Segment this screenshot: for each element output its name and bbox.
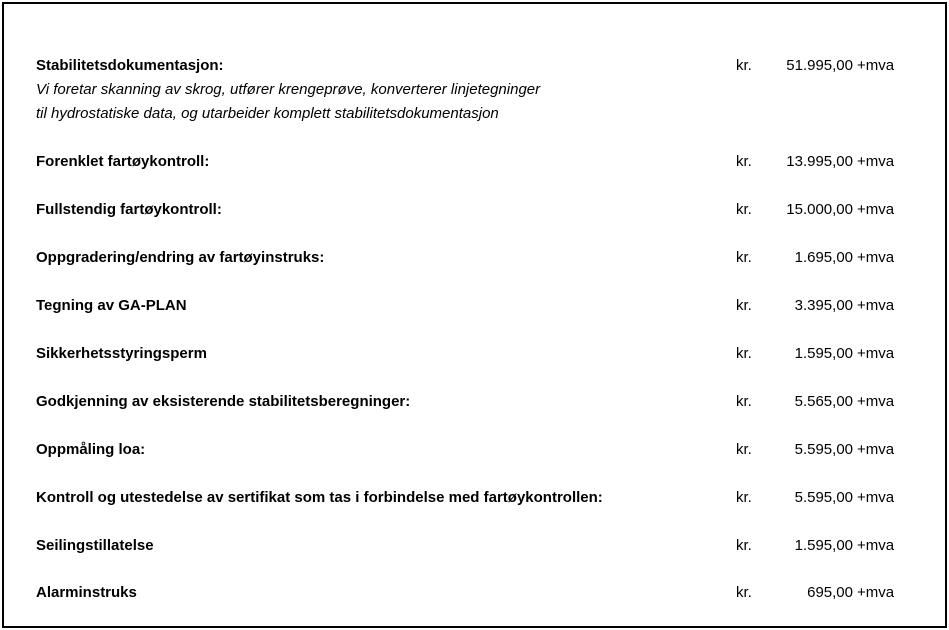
price-amount: 1.595,00 (794, 537, 853, 554)
vat-label: +mva (857, 393, 895, 410)
currency-label: kr. (736, 537, 752, 554)
price-amount: 51.995,00 (786, 57, 853, 74)
vat-label: +mva (857, 441, 895, 458)
vat-label: +mva (857, 297, 895, 314)
currency-label: kr. (736, 393, 752, 410)
price-amount: 5.595,00 (794, 489, 853, 506)
price-row-ga-plan-drawing (4, 294, 945, 318)
item-description-line-1: Vi foretar skanning av skrog, utfører krengeprøve, konverterer linjetegninger (36, 81, 541, 98)
currency-label: kr. (736, 249, 752, 266)
price-row-stability-documentation (4, 54, 945, 122)
price-row-simplified-vessel-inspection (4, 150, 945, 174)
price-row-full-vessel-inspection (4, 198, 945, 222)
currency-label: kr. (736, 345, 752, 362)
price-amount: 1.695,00 (794, 249, 853, 266)
item-title: Fullstendig fartøykontroll: (36, 201, 222, 218)
price-amount: 3.395,00 (794, 297, 853, 314)
item-title: Alarminstruks (36, 584, 137, 601)
currency-label: kr. (736, 201, 752, 218)
price-amount: 13.995,00 (786, 153, 853, 170)
currency-label: kr. (736, 297, 752, 314)
currency-label: kr. (736, 57, 752, 74)
item-title: Forenklet fartøykontroll: (36, 153, 210, 170)
item-title: Godkjenning av eksisterende stabilitetsberegninger: (36, 393, 411, 410)
price-amount: 1.595,00 (794, 345, 853, 362)
vat-label: +mva (857, 153, 895, 170)
item-title: Oppmåling loa: (36, 441, 146, 458)
currency-label: kr. (736, 584, 752, 601)
price-row-alarm-instructions (4, 581, 945, 605)
price-row-safety-management-binder (4, 342, 945, 366)
vat-label: +mva (857, 201, 895, 218)
price-list-frame (2, 2, 947, 628)
item-description-line-2: til hydrostatiske data, og utarbeider komplett stabilitetsdokumentasjon (36, 105, 499, 122)
vat-label: +mva (857, 584, 895, 601)
vat-label: +mva (857, 489, 895, 506)
currency-label: kr. (736, 441, 752, 458)
price-row-sailing-permit (4, 534, 945, 558)
price-row-vessel-instructions-update (4, 246, 945, 270)
price-amount: 695,00 (807, 584, 853, 601)
item-title: Tegning av GA-PLAN (36, 297, 187, 314)
price-amount: 15.000,00 (786, 201, 853, 218)
item-title: Seilingstillatelse (36, 537, 154, 554)
price-row-stability-calculation-approval (4, 390, 945, 414)
price-amount: 5.595,00 (794, 441, 853, 458)
item-title: Stabilitetsdokumentasjon: (36, 57, 224, 74)
currency-label: kr. (736, 489, 752, 506)
vat-label: +mva (857, 57, 895, 74)
vat-label: +mva (857, 249, 895, 266)
price-row-loa-measurement (4, 438, 945, 462)
vat-label: +mva (857, 345, 895, 362)
currency-label: kr. (736, 153, 752, 170)
item-title: Kontroll og utestedelse av sertifikat som tas i forbindelse med fartøykontrollen: (36, 489, 603, 506)
item-title: Sikkerhetsstyringsperm (36, 345, 207, 362)
price-amount: 5.565,00 (794, 393, 853, 410)
price-row-certificate-control (4, 486, 945, 510)
item-title: Oppgradering/endring av fartøyinstruks: (36, 249, 325, 266)
vat-label: +mva (857, 537, 895, 554)
